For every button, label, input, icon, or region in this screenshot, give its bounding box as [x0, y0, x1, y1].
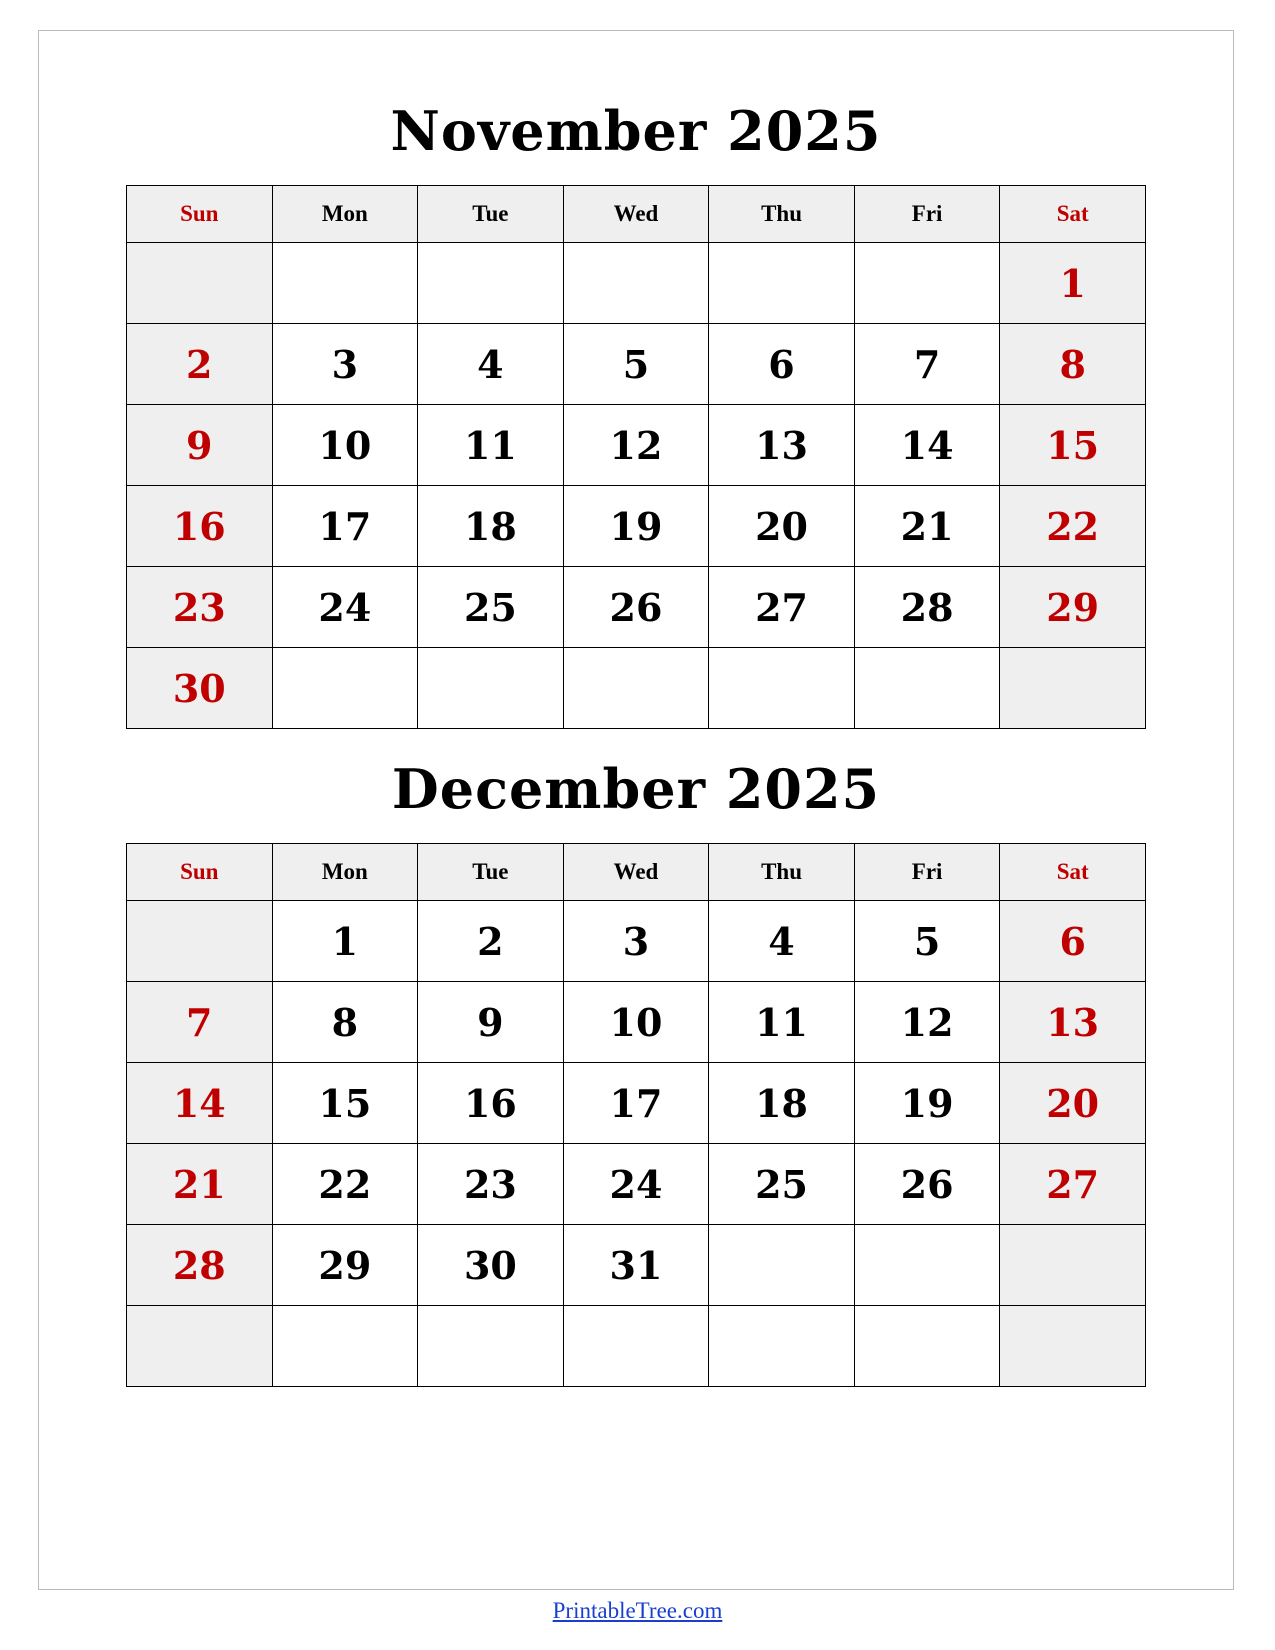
calendar-page [38, 30, 1234, 1590]
day-cell: 3 [563, 901, 709, 982]
calendar-week-row [127, 1144, 1146, 1225]
day-cell: 26 [854, 1144, 1000, 1225]
weekday-header-row [127, 844, 1146, 901]
day-cell: 18 [709, 1063, 855, 1144]
month-block-november [126, 31, 1146, 729]
day-cell: 16 [127, 486, 273, 567]
day-cell: 28 [854, 567, 1000, 648]
day-cell: 10 [272, 405, 418, 486]
day-cell: 6 [709, 324, 855, 405]
day-cell: 1 [1000, 243, 1146, 324]
weekday-header-tue: Tue [418, 844, 564, 901]
day-cell: 9 [127, 405, 273, 486]
day-cell: 17 [272, 486, 418, 567]
day-cell: 22 [272, 1144, 418, 1225]
weekday-header-thu: Thu [709, 186, 855, 243]
weekday-header-fri: Fri [854, 186, 1000, 243]
day-cell [563, 243, 709, 324]
calendar-table-december [126, 843, 1146, 1387]
weekday-header-sun: Sun [127, 186, 273, 243]
day-cell: 1 [272, 901, 418, 982]
day-cell: 16 [418, 1063, 564, 1144]
day-cell: 28 [127, 1225, 273, 1306]
day-cell [1000, 1225, 1146, 1306]
calendar-week-row [127, 243, 1146, 324]
calendar-table-november [126, 185, 1146, 729]
calendar-week-row [127, 1306, 1146, 1387]
day-cell [418, 1306, 564, 1387]
month-block-december [126, 729, 1146, 1387]
day-cell: 4 [418, 324, 564, 405]
day-cell: 2 [127, 324, 273, 405]
day-cell: 3 [272, 324, 418, 405]
day-cell: 23 [418, 1144, 564, 1225]
day-cell: 27 [709, 567, 855, 648]
day-cell: 2 [418, 901, 564, 982]
day-cell [1000, 1306, 1146, 1387]
day-cell: 22 [1000, 486, 1146, 567]
day-cell: 12 [563, 405, 709, 486]
day-cell: 12 [854, 982, 1000, 1063]
weekday-header-wed: Wed [563, 844, 709, 901]
weekday-header-fri: Fri [854, 844, 1000, 901]
day-cell [854, 1225, 1000, 1306]
day-cell: 9 [418, 982, 564, 1063]
day-cell [272, 648, 418, 729]
page-title-november: November 2025 [390, 99, 882, 163]
day-cell: 19 [854, 1063, 1000, 1144]
day-cell: 29 [1000, 567, 1146, 648]
page-title-december: December 2025 [391, 757, 881, 821]
calendar-week-row [127, 1225, 1146, 1306]
calendar-week-row [127, 324, 1146, 405]
day-cell: 29 [272, 1225, 418, 1306]
day-cell: 6 [1000, 901, 1146, 982]
day-cell [709, 648, 855, 729]
day-cell [709, 1225, 855, 1306]
day-cell: 10 [563, 982, 709, 1063]
day-cell: 21 [854, 486, 1000, 567]
day-cell [418, 243, 564, 324]
day-cell: 4 [709, 901, 855, 982]
weekday-header-mon: Mon [272, 186, 418, 243]
printabletree-link[interactable]: PrintableTree.com [552, 1598, 723, 1623]
day-cell: 11 [709, 982, 855, 1063]
calendar-week-row [127, 648, 1146, 729]
day-cell [418, 648, 564, 729]
day-cell: 7 [127, 982, 273, 1063]
day-cell: 13 [709, 405, 855, 486]
day-cell: 15 [272, 1063, 418, 1144]
day-cell [127, 1306, 273, 1387]
day-cell: 24 [563, 1144, 709, 1225]
day-cell [272, 243, 418, 324]
day-cell: 30 [418, 1225, 564, 1306]
day-cell: 18 [418, 486, 564, 567]
weekday-header-sat: Sat [1000, 844, 1146, 901]
day-cell: 27 [1000, 1144, 1146, 1225]
footer [0, 1598, 1275, 1624]
day-cell: 5 [854, 901, 1000, 982]
day-cell: 14 [854, 405, 1000, 486]
day-cell: 20 [709, 486, 855, 567]
day-cell: 14 [127, 1063, 273, 1144]
day-cell [127, 901, 273, 982]
weekday-header-mon: Mon [272, 844, 418, 901]
day-cell: 24 [272, 567, 418, 648]
day-cell [563, 1306, 709, 1387]
weekday-header-row [127, 186, 1146, 243]
day-cell [854, 1306, 1000, 1387]
day-cell: 25 [418, 567, 564, 648]
weekday-header-sun: Sun [127, 844, 273, 901]
day-cell [127, 243, 273, 324]
day-cell: 20 [1000, 1063, 1146, 1144]
day-cell: 7 [854, 324, 1000, 405]
day-cell: 15 [1000, 405, 1146, 486]
calendar-week-row [127, 1063, 1146, 1144]
day-cell: 30 [127, 648, 273, 729]
weekday-header-sat: Sat [1000, 186, 1146, 243]
day-cell: 8 [272, 982, 418, 1063]
day-cell: 25 [709, 1144, 855, 1225]
calendar-week-row [127, 486, 1146, 567]
day-cell: 8 [1000, 324, 1146, 405]
day-cell [854, 243, 1000, 324]
day-cell: 5 [563, 324, 709, 405]
calendar-week-row [127, 567, 1146, 648]
day-cell [709, 243, 855, 324]
day-cell: 23 [127, 567, 273, 648]
day-cell: 26 [563, 567, 709, 648]
weekday-header-thu: Thu [709, 844, 855, 901]
day-cell [563, 648, 709, 729]
day-cell [1000, 648, 1146, 729]
day-cell: 19 [563, 486, 709, 567]
calendar-week-row [127, 405, 1146, 486]
day-cell: 21 [127, 1144, 273, 1225]
calendar-week-row [127, 982, 1146, 1063]
day-cell: 17 [563, 1063, 709, 1144]
weekday-header-tue: Tue [418, 186, 564, 243]
calendar-week-row [127, 901, 1146, 982]
day-cell [272, 1306, 418, 1387]
weekday-header-wed: Wed [563, 186, 709, 243]
day-cell [854, 648, 1000, 729]
day-cell: 31 [563, 1225, 709, 1306]
day-cell [709, 1306, 855, 1387]
day-cell: 11 [418, 405, 564, 486]
day-cell: 13 [1000, 982, 1146, 1063]
